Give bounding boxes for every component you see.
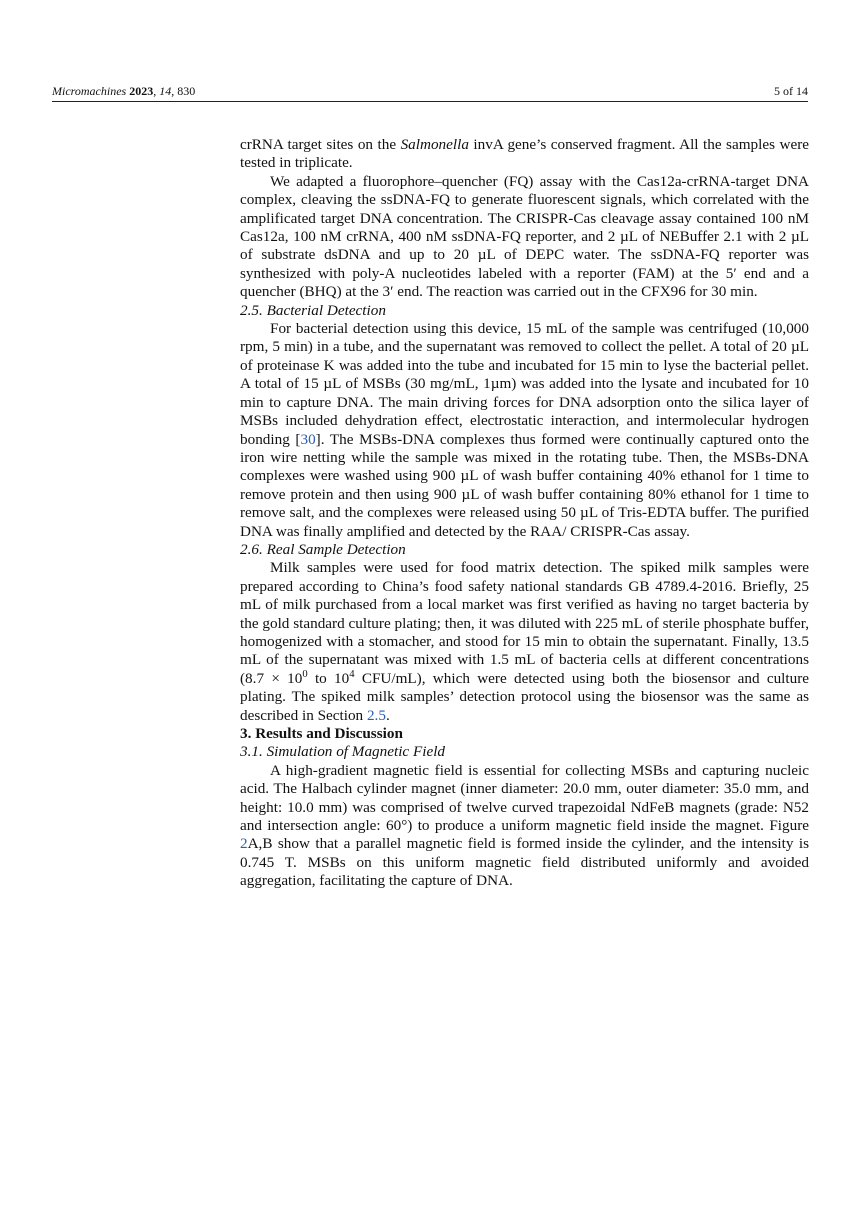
article-body	[240, 136, 809, 891]
section-heading-2-5: 2.5. Bacterial Detection	[240, 301, 386, 319]
journal-year: 2023	[129, 84, 154, 98]
paragraph-bacterial-detection	[240, 320, 809, 541]
paragraph-fq-assay	[240, 173, 809, 302]
section-link[interactable]: 2.5	[366, 706, 386, 724]
text-run: For bacterial detection using this device, 15 mL of the sample was centrifuged (10,000 rpm, 5 min) in a tube, and the supernatant was removed to collect the pellet. A total of 20 µL of proteinase K was added into the tube and incubated for 15 min to lyse the bacterial pellet. A total of 15 µL of MSBs (30 mg/mL, 1µm) was added into the lysate and incubated for 10 min to capture DNA. The main driving forces for DNA adsorption onto the silica layer of MSBs included dehydration effect, electrostatic interaction, and intermolecular hydrogen bonding [	[240, 320, 809, 448]
section-heading-3-1: 3.1. Simulation of Magnetic Field	[240, 743, 446, 761]
text-run: A,B show that a parallel magnetic field is formed inside the cylinder, and the intensity is 0.745 T. MSBs on this uniform magnetic field distributed uniformly and avoided aggregation, facilitating the capture of DNA.	[240, 835, 809, 890]
species-name: Salmonella	[400, 136, 469, 153]
text-run: crRNA target sites on the	[240, 136, 401, 153]
figure-link[interactable]: 2	[240, 835, 248, 853]
journal-volume: 14	[159, 84, 172, 98]
text-run: to 10	[307, 669, 350, 687]
section-heading-3: 3. Results and Discussion	[240, 725, 403, 742]
journal-name: Micromachines	[52, 84, 127, 98]
paragraph-magnetic-field	[240, 762, 809, 891]
text-run: A high-gradient magnetic field is essential for collecting MSBs and capturing nucleic acid. The Halbach cylinder magnet (inner diameter: 20.0 mm, outer diameter: 35.0 mm, and height: 10.0 mm) was comprised of twelve curved trapezoidal NdFeB magnets (grade: N52 and intersection angle: 60°) to produce a uniform magnetic field inside the magnet. Figure	[240, 761, 809, 835]
page-header	[52, 79, 808, 99]
text-run: We adapted a fluorophore–quencher (FQ) assay with the Cas12a-crRNA-target DNA complex, cleaving the ssDNA-FQ to generate fluorescent signals, which correlated with the amplificated target DNA concentration. The CRISPR-Cas cleavage assay contained 100 nM Cas12a, 100 nM crRNA, 400 nM ssDNA-FQ reporter, and 2 µL of NEBuffer 2.1 with 2 µL of substrate dsDNA and up to 20 µL of DEPC water. The ssDNA-FQ reporter was synthesized with poly-A nucleotides labeled with a reporter (FAM) at the 5′ end and a quencher (BHQ) at the 3′ end. The reaction was carried out in the CFX96 for 30 min.	[240, 172, 809, 301]
citation-link[interactable]: 30	[300, 430, 316, 448]
header-rule	[52, 101, 808, 102]
superscript: 4	[349, 668, 355, 680]
text-run: invA gene’s conserved fragment. All the samples were tested in triplicate.	[240, 136, 809, 172]
text-run: CFU/mL), which were detected using both the biosensor and culture plating. The spiked milk samples’ detection protocol using the biosensor was the same as described in Section	[240, 669, 810, 724]
page-number: 5 of 14	[774, 84, 808, 98]
journal-citation: Micromachines 2023, 14, 830	[52, 84, 196, 98]
text-run: Milk samples were used for food matrix detection. The spiked milk samples were prepared according to China’s food safety national standards GB 4789.4-2016. Briefly, 25 mL of milk purchased from a local market was first verified as having no target bacteria by the gold standard culture plating; then, it was diluted with 225 mL of sterile phosphate buffer, homogenized with a stomacher, and stood for 15 min to obtain the supernatant. Finally, 13.5 mL of the supernatant was mixed with 1.5 mL of bacteria cells at different concentrations (8.7 × 10	[240, 559, 809, 687]
superscript: 0	[302, 668, 308, 680]
paragraph-intro	[240, 136, 809, 173]
article-number: 830	[177, 84, 196, 98]
text-run: ]. The MSBs-DNA complexes thus formed were continually captured onto the iron wire netting while the sample was mixed in the rotating tube. Then, the MSBs-DNA complexes were washed using 900 µL of wash buffer containing 40% ethanol for 1 time to remove protein and then using 900 µL of wash buffer containing 80% ethanol for 1 time to remove salt, and the complexes were released using 50 µL of Tris-EDTA buffer. The purified DNA was finally amplified and detected by the RAA/ CRISPR-Cas assay.	[240, 430, 809, 540]
section-heading-2-6: 2.6. Real Sample Detection	[240, 540, 406, 558]
paragraph-real-sample	[240, 559, 809, 725]
text-run: .	[385, 706, 390, 724]
